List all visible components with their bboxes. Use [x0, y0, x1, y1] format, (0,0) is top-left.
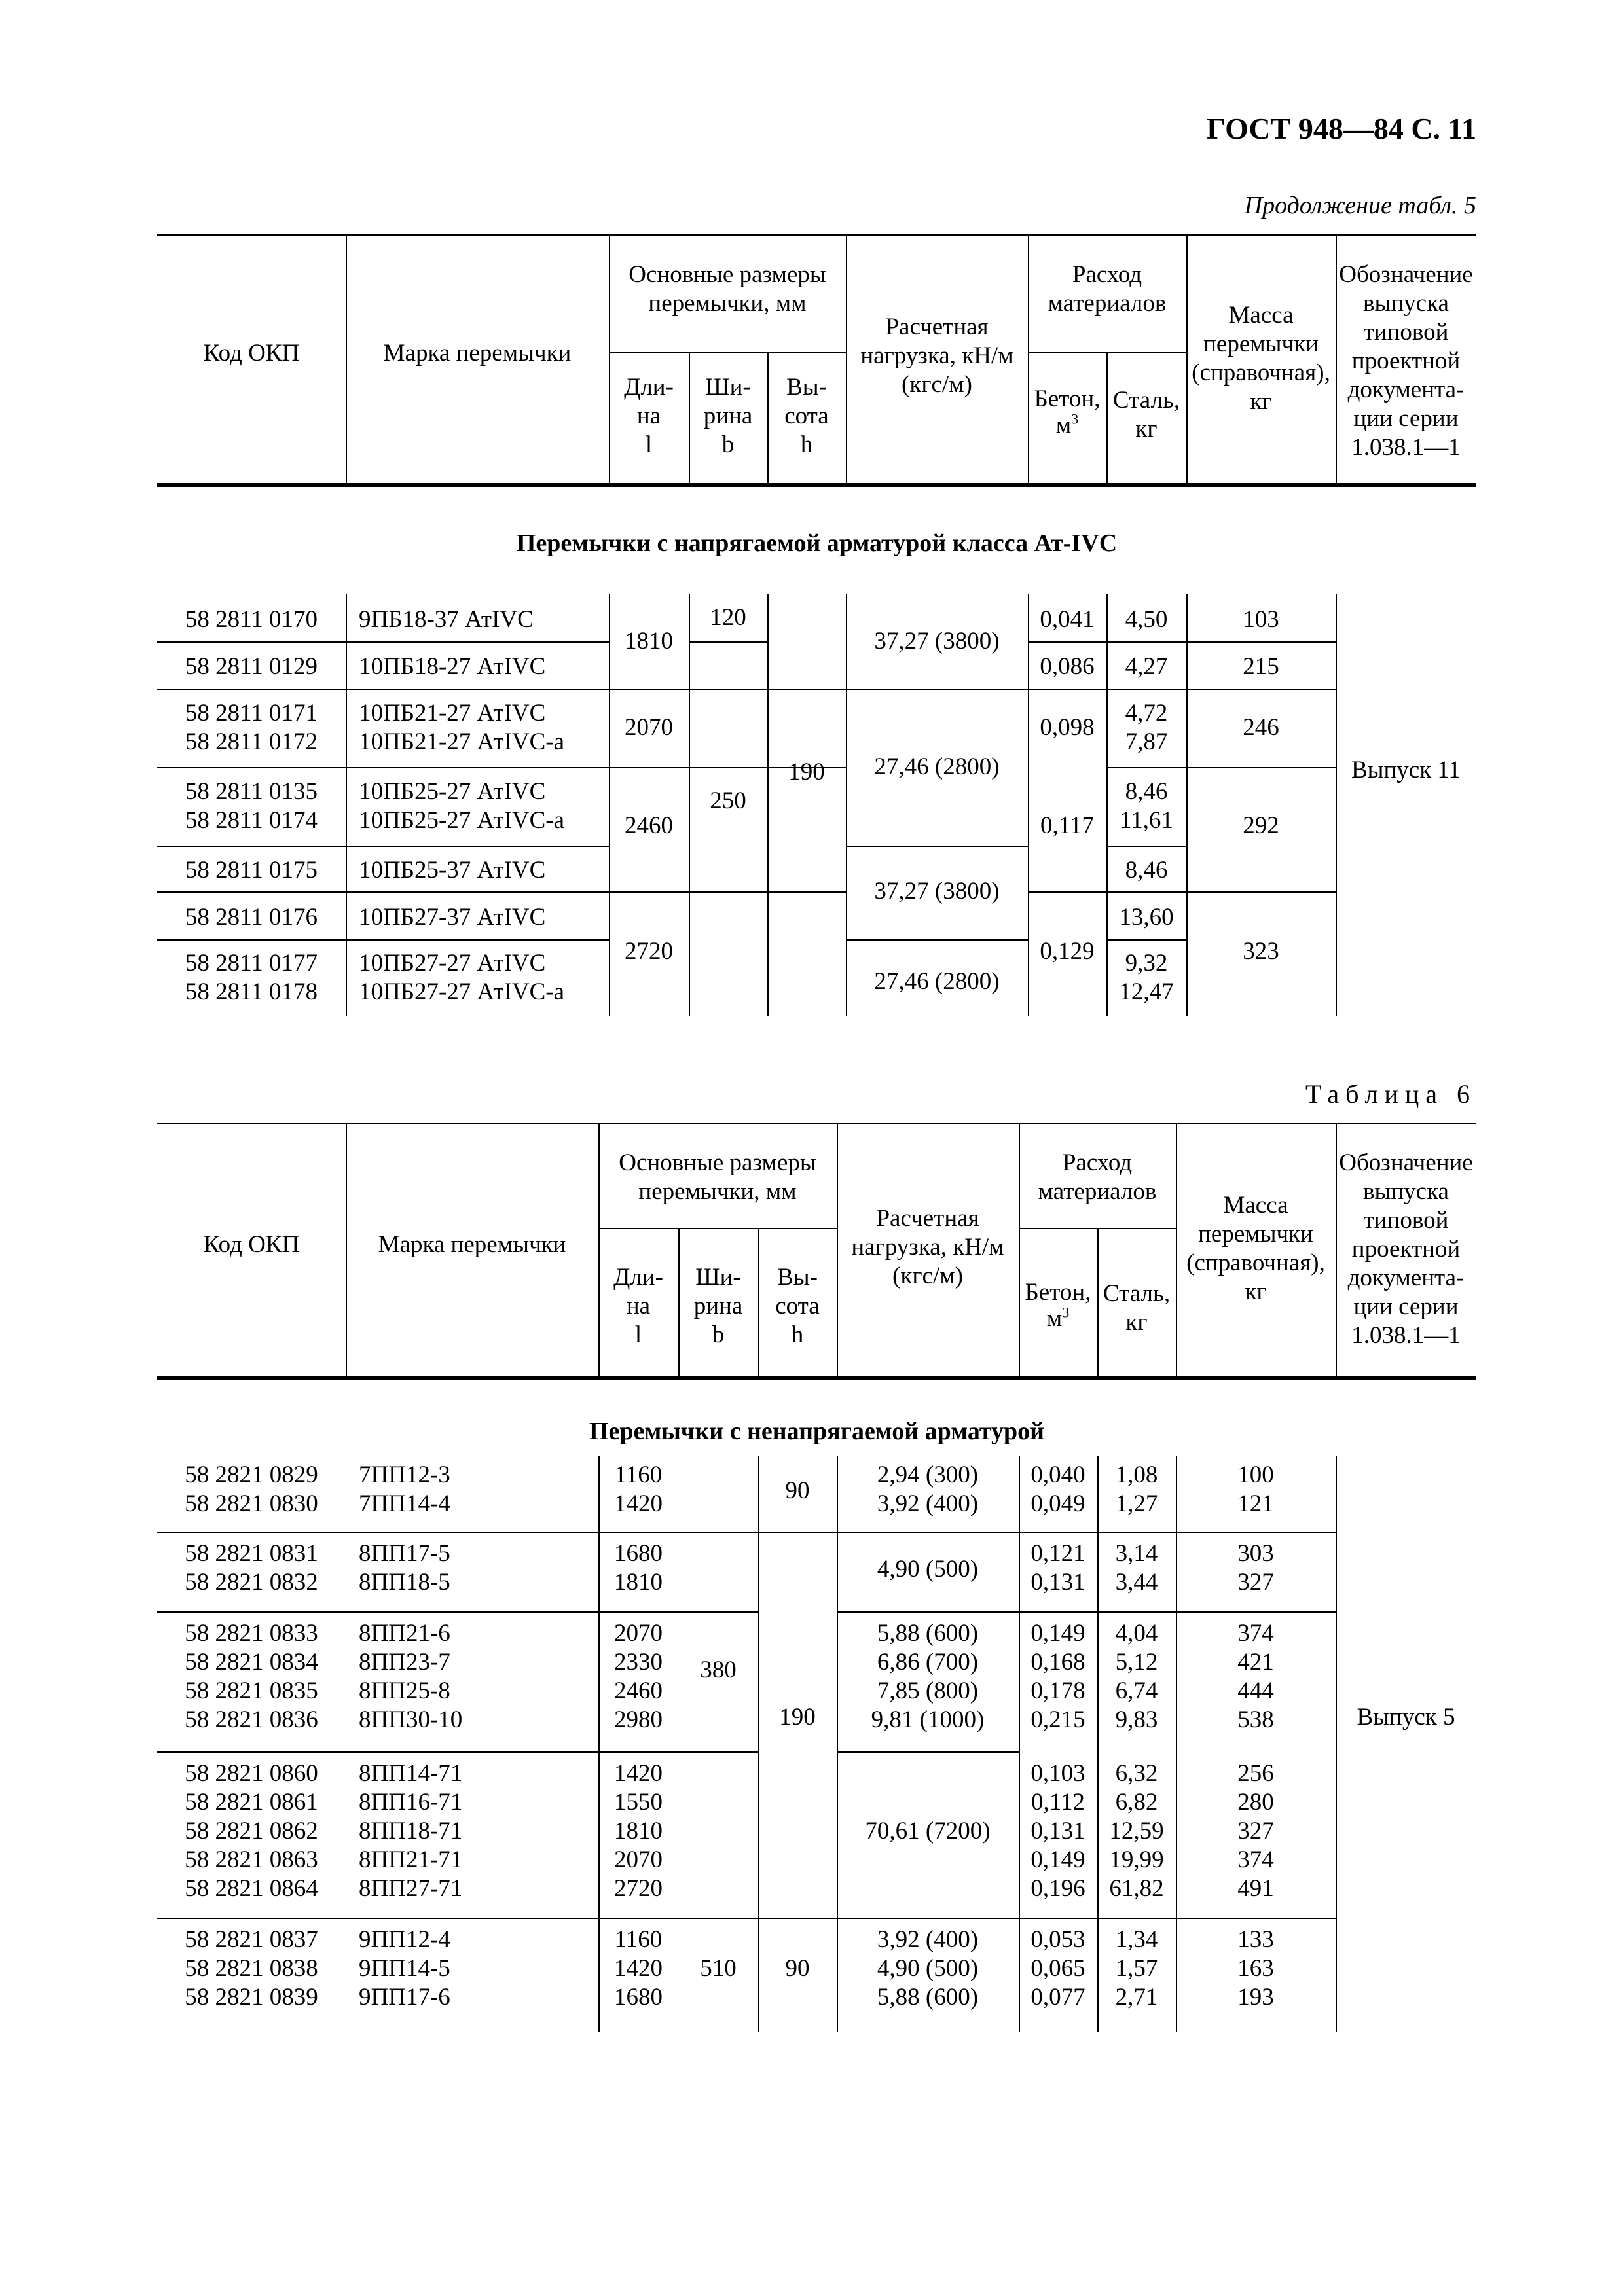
header-dlina: Дли- на l — [624, 374, 674, 458]
t6-g3-marks: 8ПП21-6 8ПП23-7 8ПП25-8 8ПП30-10 — [359, 1620, 463, 1733]
t5-beton-2: 0,086 — [1040, 653, 1095, 680]
t6-g1-lengths: 1160 1420 — [614, 1462, 663, 1517]
t6-g5-lengths: 1160 1420 1680 — [614, 1926, 663, 2011]
header-massa: Масса перемычки (справочная), кг — [1192, 302, 1330, 415]
t5-code-3: 58 2811 0171 58 2811 0172 — [185, 700, 318, 755]
t5-length-1810: 1810 — [625, 628, 673, 655]
t5-code-1: 58 2811 0170 — [185, 606, 318, 633]
t6-g5-loads: 3,92 (400) 4,90 (500) 5,88 (600) — [877, 1926, 979, 2011]
header-osn: Основные размеры перемычки, мм — [629, 261, 826, 317]
continuation-label: Продолжение табл. 5 — [1244, 192, 1476, 219]
page-header: ГОСТ 948—84 С. 11 — [1206, 112, 1476, 145]
table6-label: Таблица 6 — [1305, 1079, 1476, 1109]
t6-g4-marks: 8ПП14-71 8ПП16-71 8ПП18-71 8ПП21-71 8ПП27-71 — [359, 1760, 463, 1902]
t6-vypusk: Выпуск 5 — [1357, 1704, 1455, 1731]
t6-g3-beton: 0,149 0,168 0,178 0,215 — [1030, 1620, 1085, 1733]
t6-g4-codes: 58 2821 0860 58 2821 0861 58 2821 0862 58 2821 0863 58 2821 0864 — [185, 1760, 318, 1902]
t6-g2-codes: 58 2821 0831 58 2821 0832 — [185, 1540, 318, 1596]
t6-g4-lengths: 1420 1550 1810 2070 2720 — [614, 1760, 663, 1902]
header-vysota: Вы- сота h — [784, 374, 829, 458]
t5-beton-1: 0,041 — [1040, 606, 1095, 633]
t5-massa-5: 323 — [1243, 938, 1279, 965]
t5-load-3: 37,27 (3800) — [874, 878, 1000, 905]
t5-length-2720: 2720 — [625, 938, 673, 965]
t6-header-beton: Бетон, $м^3$ — [1025, 1279, 1091, 1332]
t5-mark-2: 10ПБ18-27 АтIVC — [359, 653, 546, 680]
t6-g3-massa: 374 421 444 538 — [1237, 1620, 1274, 1733]
t5-beton-4: 0,117 — [1040, 812, 1094, 839]
t5-stal-5: 8,46 — [1125, 857, 1168, 884]
t5-beton-5: 0,129 — [1040, 938, 1095, 965]
t6-header-kod: Код ОКП — [203, 1231, 300, 1258]
t6-header-raskhod: Расход материалов — [1038, 1149, 1157, 1205]
t5-vypusk: Выпуск 11 — [1351, 757, 1461, 783]
t6-g1-marks: 7ПП12-3 7ПП14-4 — [359, 1462, 450, 1517]
t6-b-main: 380 — [700, 1657, 737, 1683]
t5-length-2070: 2070 — [625, 714, 673, 741]
t5-massa-4: 292 — [1243, 812, 1279, 839]
header-raskhod: Расход материалов — [1048, 261, 1167, 317]
t6-g1-stal: 1,08 1,27 — [1115, 1462, 1158, 1517]
t5-stal-3: 4,72 7,87 — [1125, 700, 1168, 755]
t5-code-7: 58 2811 0177 58 2811 0178 — [185, 950, 318, 1005]
t5-stal-7: 9,32 12,47 — [1119, 950, 1174, 1005]
t5-stal-1: 4,50 — [1125, 606, 1168, 633]
t5-code-4: 58 2811 0135 58 2811 0174 — [185, 778, 318, 834]
t6-g4-massa: 256 280 327 374 491 — [1237, 1760, 1274, 1902]
header-kod: Код ОКП — [203, 340, 300, 367]
t5-massa-3: 246 — [1243, 714, 1279, 741]
header-stal: Сталь, кг — [1112, 387, 1180, 442]
header-shirina: Ши- рина b — [703, 374, 753, 458]
t6-g5-b: 510 — [700, 1955, 737, 1982]
header-oboznach: Обозначение выпуска типовой проектной документа- ции серии 1.038.1—1 — [1339, 261, 1473, 461]
t6-g4-loads: 70,61 (7200) — [865, 1818, 991, 1844]
t6-g5-marks: 9ПП12-4 9ПП14-5 9ПП17-6 — [359, 1926, 450, 2011]
t6-g5-h: 90 — [785, 1955, 810, 1982]
t6-header-shirina: Ши- рина b — [693, 1264, 743, 1348]
table6-section-title: Перемычки с ненапрягаемой арматурой — [589, 1418, 1045, 1445]
t5-code-6: 58 2811 0176 — [185, 904, 318, 931]
t6-g3-codes: 58 2821 0833 58 2821 0834 58 2821 0835 58 2821 0836 — [185, 1620, 318, 1733]
t5-stal-6: 13,60 — [1119, 904, 1174, 931]
t6-g1-codes: 58 2821 0829 58 2821 0830 — [185, 1462, 318, 1517]
t6-header-massa: Масса перемычки (справочная), кг — [1186, 1192, 1325, 1305]
t6-g3-lengths: 2070 2330 2460 2980 — [614, 1620, 663, 1733]
t5-mark-7: 10ПБ27-27 АтIVC 10ПБ27-27 АтIVC-а — [359, 950, 565, 1005]
t5-height: 190 — [788, 759, 825, 785]
t6-g1-massa: 100 121 — [1237, 1462, 1274, 1517]
t6-g4-stal: 6,32 6,82 12,59 19,99 61,82 — [1109, 1760, 1164, 1902]
t5-mark-3: 10ПБ21-27 АтIVC 10ПБ21-27 АтIVC-а — [359, 700, 565, 755]
t6-g1-beton: 0,040 0,049 — [1030, 1462, 1085, 1517]
t6-header-nagruzka: Расчетная нагрузка, кН/м (кгс/м) — [851, 1205, 1004, 1289]
t5-width-250: 250 — [710, 787, 746, 814]
t5-width-120: 120 — [710, 604, 746, 631]
t5-mark-1: 9ПБ18-37 АтIVC — [359, 606, 534, 633]
t5-massa-2: 215 — [1243, 653, 1279, 680]
t6-g2-lengths: 1680 1810 — [614, 1540, 663, 1596]
t5-length-2460: 2460 — [625, 812, 673, 839]
t6-g5-beton: 0,053 0,065 0,077 — [1030, 1926, 1085, 2011]
header-nagruzka: Расчетная нагрузка, кН/м (кгс/м) — [860, 314, 1013, 398]
t5-mark-6: 10ПБ27-37 АтIVC — [359, 904, 546, 931]
t5-mark-5: 10ПБ25-37 АтIVC — [359, 857, 546, 884]
t6-g2-stal: 3,14 3,44 — [1115, 1540, 1158, 1596]
t5-beton-3: 0,098 — [1040, 714, 1095, 741]
t6-g2-beton: 0,121 0,131 — [1030, 1540, 1085, 1596]
table5-section-title: Перемычки с напрягаемой арматурой класса Ат-IVC — [516, 529, 1118, 557]
t5-code-5: 58 2811 0175 — [185, 857, 318, 884]
t6-g2-marks: 8ПП17-5 8ПП18-5 — [359, 1540, 450, 1596]
t5-code-2: 58 2811 0129 — [185, 653, 318, 680]
t5-stal-2: 4,27 — [1125, 653, 1168, 680]
t6-header-marka: Марка перемычки — [378, 1231, 566, 1258]
t5-load-2: 27,46 (2800) — [874, 753, 1000, 780]
t5-load-4: 27,46 (2800) — [874, 968, 1000, 995]
t6-g2-massa: 303 327 — [1237, 1540, 1274, 1596]
header-beton: Бетон, $м^3$ — [1034, 386, 1101, 439]
t6-g1-loads: 2,94 (300) 3,92 (400) — [877, 1462, 979, 1517]
t6-g5-massa: 133 163 193 — [1237, 1926, 1274, 2011]
t6-g4-beton: 0,103 0,112 0,131 0,149 0,196 — [1030, 1760, 1085, 1902]
t6-header-dlina: Дли- на l — [613, 1264, 663, 1348]
t6-header-stal: Сталь, кг — [1103, 1280, 1171, 1336]
t5-massa-1: 103 — [1243, 606, 1279, 633]
t6-g2-loads: 4,90 (500) — [877, 1556, 979, 1583]
t6-g1-h: 90 — [785, 1477, 810, 1504]
t5-load-1: 37,27 (3800) — [874, 628, 1000, 655]
t5-stal-4: 8,46 11,61 — [1120, 778, 1173, 834]
t6-header-oboznach: Обозначение выпуска типовой проектной документа- ции серии 1.038.1—1 — [1339, 1149, 1473, 1349]
t6-header-vysota: Вы- сота h — [775, 1264, 820, 1348]
header-marka: Марка перемычки — [383, 340, 572, 367]
t6-h-main: 190 — [779, 1704, 816, 1731]
t6-header-osn: Основные размеры перемычки, мм — [619, 1149, 816, 1205]
t6-g5-codes: 58 2821 0837 58 2821 0838 58 2821 0839 — [185, 1926, 318, 2011]
t6-g3-loads: 5,88 (600) 6,86 (700) 7,85 (800) 9,81 (1000) — [871, 1620, 985, 1733]
t5-mark-4: 10ПБ25-27 АтIVC 10ПБ25-27 АтIVC-а — [359, 778, 565, 834]
t6-g5-stal: 1,34 1,57 2,71 — [1115, 1926, 1158, 2011]
t6-g3-stal: 4,04 5,12 6,74 9,83 — [1115, 1620, 1158, 1733]
